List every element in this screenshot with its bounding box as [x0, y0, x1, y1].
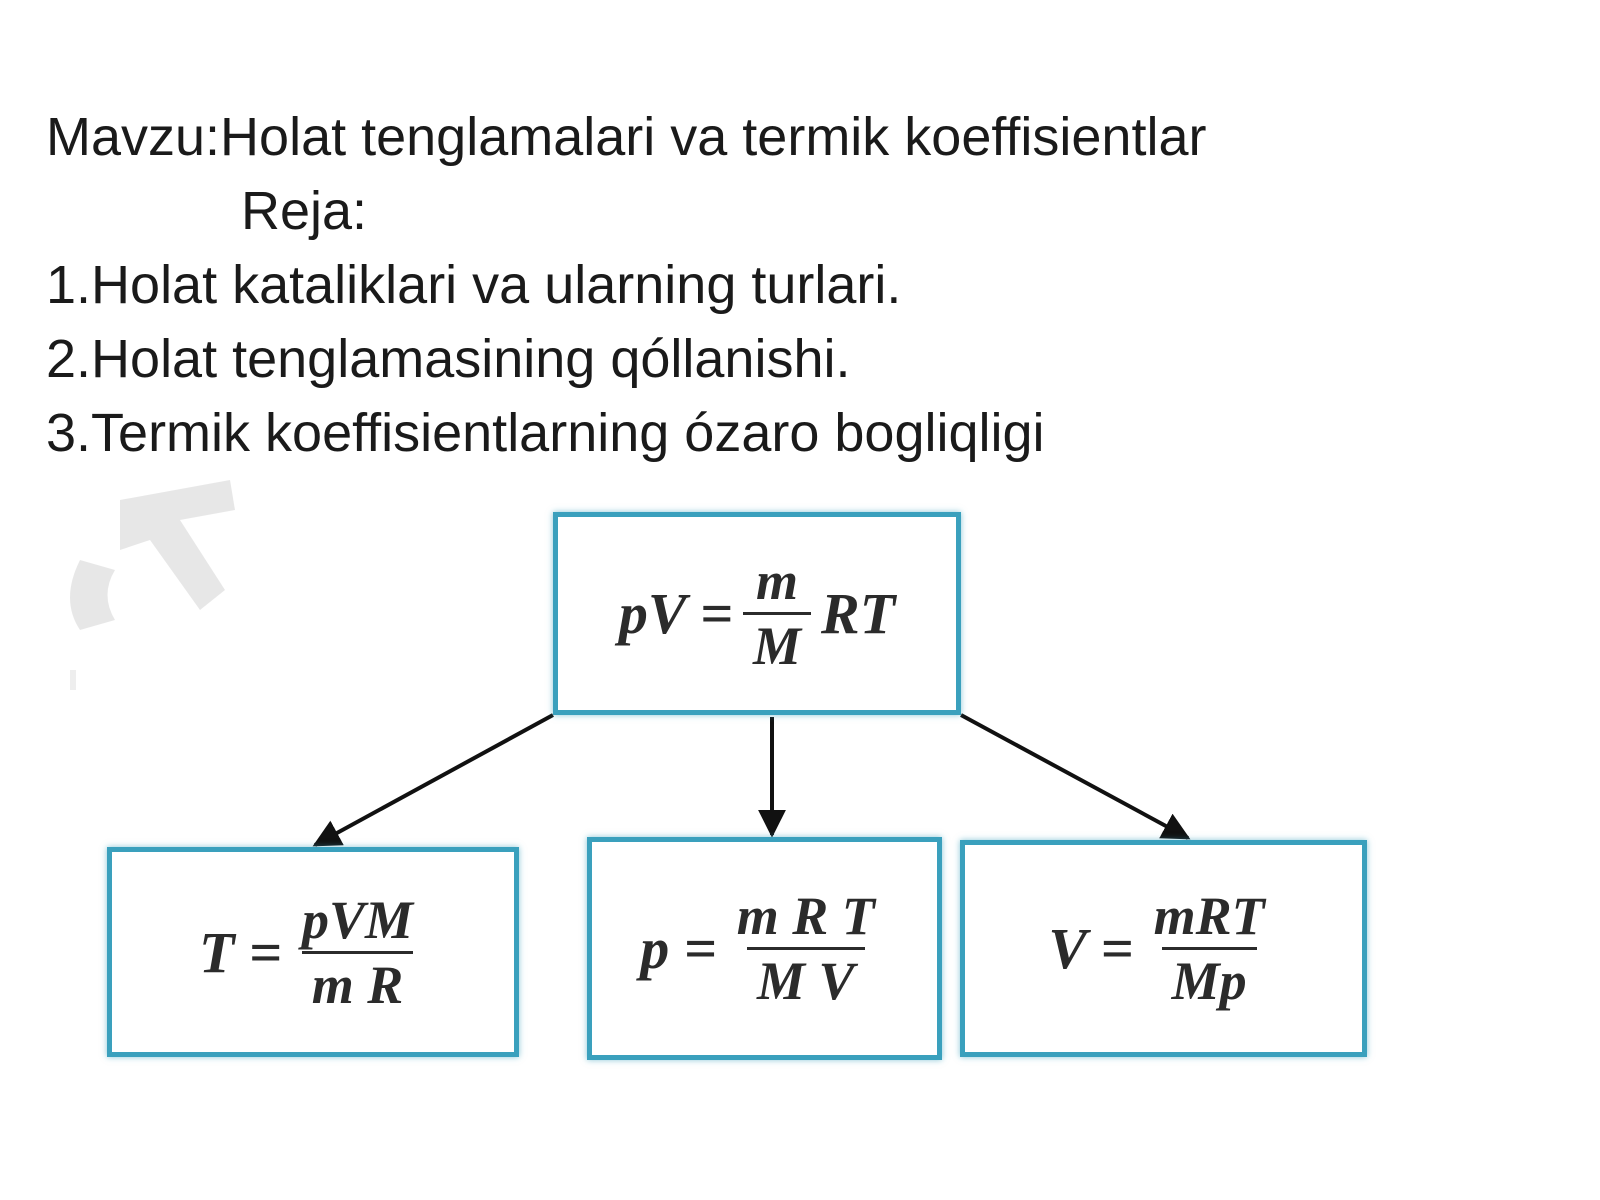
equation-pressure: [640, 885, 889, 1012]
fraction: [743, 550, 811, 677]
numerator: mRT: [1153, 886, 1265, 946]
equation-ideal-gas: [619, 550, 895, 677]
equation-box-volume: [960, 840, 1367, 1057]
topic-title: Mavzu:Holat tenglamalari va termik koeffisientlar: [46, 107, 1207, 167]
equation-box-pressure: [587, 837, 942, 1060]
denominator: M: [743, 612, 811, 677]
plan-item-1: 1.Holat kataliklari va ularning turlari.: [46, 255, 902, 315]
equation-box-ideal-gas: [553, 512, 961, 715]
denominator: M V: [747, 947, 865, 1012]
arrow-to-right: [961, 715, 1188, 838]
equation-volume: [1048, 885, 1278, 1012]
numerator: m R T: [736, 886, 875, 946]
fraction: [292, 889, 423, 1016]
plan-label: Reja:: [241, 181, 368, 241]
fraction: [1144, 885, 1275, 1012]
denominator: Mp: [1162, 947, 1257, 1012]
arrow-to-left: [315, 715, 553, 845]
equation-lhs: p =: [640, 916, 717, 981]
equation-lhs: pV =: [618, 581, 734, 646]
plan-item-3: 3.Termik koeffisientlarning ózaro bogliqligi: [46, 403, 1045, 463]
numerator: m: [756, 551, 799, 611]
equation-box-temperature: [107, 847, 519, 1057]
equation-lhs: V =: [1048, 916, 1134, 981]
numerator: pVM: [301, 889, 414, 950]
equation-rhs: RT: [821, 581, 896, 646]
equation-lhs: T =: [198, 919, 282, 985]
watermark-logo: [60, 480, 260, 720]
fraction: [727, 885, 885, 1012]
plan-item-2: 2.Holat tenglamasining qóllanishi.: [46, 329, 851, 389]
equation-temperature: [199, 889, 427, 1016]
denominator: m R: [302, 951, 414, 1016]
text-block: [46, 100, 1206, 470]
